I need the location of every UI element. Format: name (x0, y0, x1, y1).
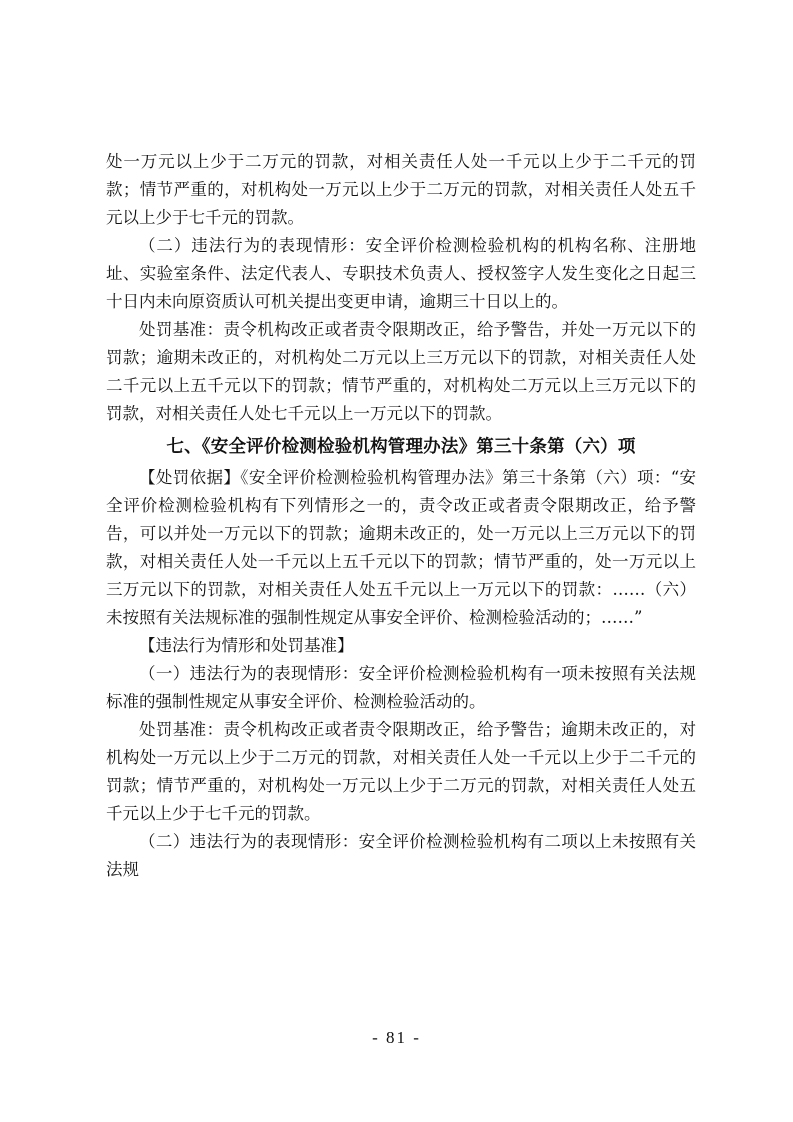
page-number: - 81 - (372, 1028, 421, 1047)
paragraph-penalty-continuation: 处一万元以上少于二万元的罚款，对相关责任人处一千元以上少于二千元的罚款；情节严重的，对机构处一万元以上少于二万元的罚款，对相关责任人处五千元以上少于七千元的罚款。 (106, 152, 696, 227)
paragraph-violation-1: （一）违法行为的表现情形：安全评价检测检验机构有一项未按照有关法规标准的强制性规定从事安全评价、检测检验活动的。 (106, 664, 696, 711)
paragraph-penalty-basis: 【处罚依据】《安全评价检测检验机构管理办法》第三十条第（六）项：“安全评价检测检验机构有下列情形之一的，责令改正或者责令限期改正，给予警告，可以并处一万元以下的罚款；逾期未改正的，处一万元以上三万元以下的罚款，对相关责任人处一千元以上五千元以下的罚款；情节严重的，处一万元以上三万元以下的罚款，对相关责任人处五千元以上一万元以下的罚款：……（六）未按照有关法规标准的强制性规定从事安全评价、检测检验活动的；……” (106, 468, 696, 627)
document-body (106, 148, 696, 884)
paragraph-violation-2-next: （二）违法行为的表现情形：安全评价检测检验机构有二项以上未按照有关法规 (106, 832, 696, 879)
paragraph-subheading: 【违法行为情形和处罚基准】 (139, 636, 354, 655)
paragraph-penalty-standard-1: 处罚基准：责令机构改正或者责令限期改正，给予警告；逾期未改正的，对机构处一万元以上少于二万元的罚款，对相关责任人处一千元以上少于二千元的罚款；情节严重的，对机构处一万元以上少于二万元的罚款，对相关责任人处五千元以上少于七千元的罚款。 (106, 720, 696, 823)
paragraph-violation-2: （二）违法行为的表现情形：安全评价检测检验机构的机构名称、注册地址、实验室条件、法定代表人、专职技术负责人、授权签字人发生变化之日起三十日内未向原资质认可机关提出变更申请，逾期三十日以上的。 (106, 236, 696, 311)
section-heading: 七、《安全评价检测检验机构管理办法》第三十条第（六）项 (166, 437, 636, 457)
paragraph-penalty-standard-2: 处罚基准：责令机构改正或者责令限期改正，给予警告，并处一万元以下的罚款；逾期未改正的，对机构处二万元以上三万元以下的罚款，对相关责任人处二千元以上五千元以下的罚款；情节严重的，对机构处二万元以上三万元以下的罚款，对相关责任人处七千元以上一万元以下的罚款。 (106, 320, 696, 423)
